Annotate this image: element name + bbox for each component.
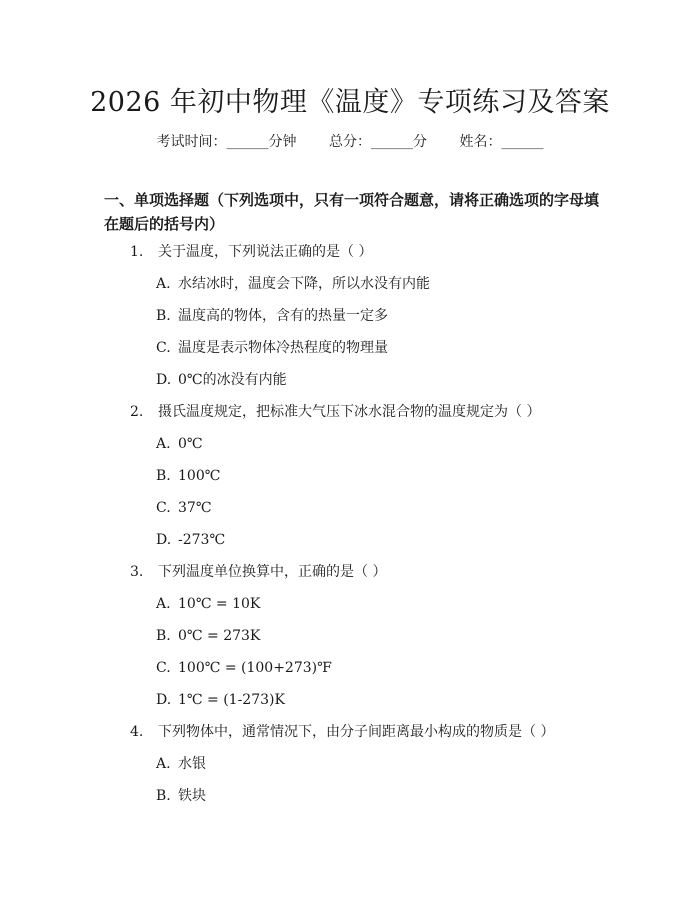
option-item: [156, 364, 610, 396]
option-item: [156, 684, 610, 716]
option-letter: D.: [156, 692, 172, 708]
question-stem: [130, 396, 610, 428]
question-item: [130, 396, 610, 556]
question-item: [130, 556, 610, 716]
option-text: 温度是表示物体冷热程度的物理量: [178, 340, 388, 356]
option-item: [156, 332, 610, 364]
option-letter: A.: [156, 596, 171, 612]
option-letter: B.: [156, 468, 171, 484]
option-letter: B.: [156, 788, 171, 804]
question-stem: [130, 236, 610, 268]
option-text: 水银: [178, 756, 206, 772]
option-list: [130, 588, 610, 716]
question-text: 下列温度单位换算中，正确的是（ ）: [158, 564, 387, 580]
question-stem: [130, 716, 610, 748]
exam-info-line: [0, 131, 700, 151]
option-letter: C.: [156, 340, 171, 356]
option-text: 1℃ = (1-273)K: [178, 692, 285, 708]
option-text: 0℃: [178, 436, 203, 452]
question-text: 摄氏温度规定，把标准大气压下冰水混合物的温度规定为（ ）: [158, 404, 541, 420]
option-letter: B.: [156, 628, 171, 644]
option-list: [130, 748, 610, 812]
section-heading: 一、单项选择题（下列选项中，只有一项符合题意，请将正确选项的字母填在题后的括号内）: [104, 191, 600, 233]
total-score-field: 总分：______分: [329, 134, 427, 150]
option-letter: B.: [156, 308, 171, 324]
exam-time-field: 考试时间：______分钟: [156, 134, 297, 150]
option-item: [156, 268, 610, 300]
option-item: [156, 748, 610, 780]
option-text: 0℃的冰没有内能: [178, 372, 287, 388]
option-letter: D.: [156, 372, 172, 388]
question-number: 2.: [130, 404, 144, 420]
question-number: 4.: [130, 724, 144, 740]
page-title: 2026 年初中物理《温度》专项练习及答案: [90, 87, 610, 118]
question-number: 1.: [130, 244, 144, 260]
option-text: 水结冰时，温度会下降，所以水没有内能: [178, 276, 430, 292]
option-item: [156, 588, 610, 620]
option-letter: D.: [156, 532, 172, 548]
option-list: [130, 268, 610, 396]
option-text: -273℃: [178, 532, 226, 548]
option-text: 10℃ = 10K: [178, 596, 261, 612]
question-text: 关于温度，下列说法正确的是（ ）: [158, 244, 373, 260]
option-text: 铁块: [178, 788, 206, 804]
option-item: [156, 780, 610, 812]
student-name-field: 姓名：______: [459, 134, 544, 150]
option-item: [156, 300, 610, 332]
option-text: 37℃: [178, 500, 212, 516]
question-number: 3.: [130, 564, 144, 580]
question-item: [130, 236, 610, 396]
option-letter: A.: [156, 276, 171, 292]
question-list: [130, 236, 610, 812]
option-item: [156, 428, 610, 460]
option-text: 100℃ = (100+273)℉: [178, 660, 332, 676]
question-stem: [130, 556, 610, 588]
option-text: 0℃ = 273K: [178, 628, 261, 644]
option-item: [156, 524, 610, 556]
option-letter: C.: [156, 500, 171, 516]
option-text: 温度高的物体，含有的热量一定多: [178, 308, 388, 324]
option-letter: A.: [156, 436, 171, 452]
option-item: [156, 620, 610, 652]
option-text: 100℃: [178, 468, 221, 484]
question-text: 下列物体中，通常情况下，由分子间距离最小构成的物质是（ ）: [158, 724, 555, 740]
option-list: [130, 428, 610, 556]
option-letter: A.: [156, 756, 171, 772]
option-item: [156, 652, 610, 684]
option-item: [156, 460, 610, 492]
option-letter: C.: [156, 660, 171, 676]
question-item: [130, 716, 610, 812]
option-item: [156, 492, 610, 524]
